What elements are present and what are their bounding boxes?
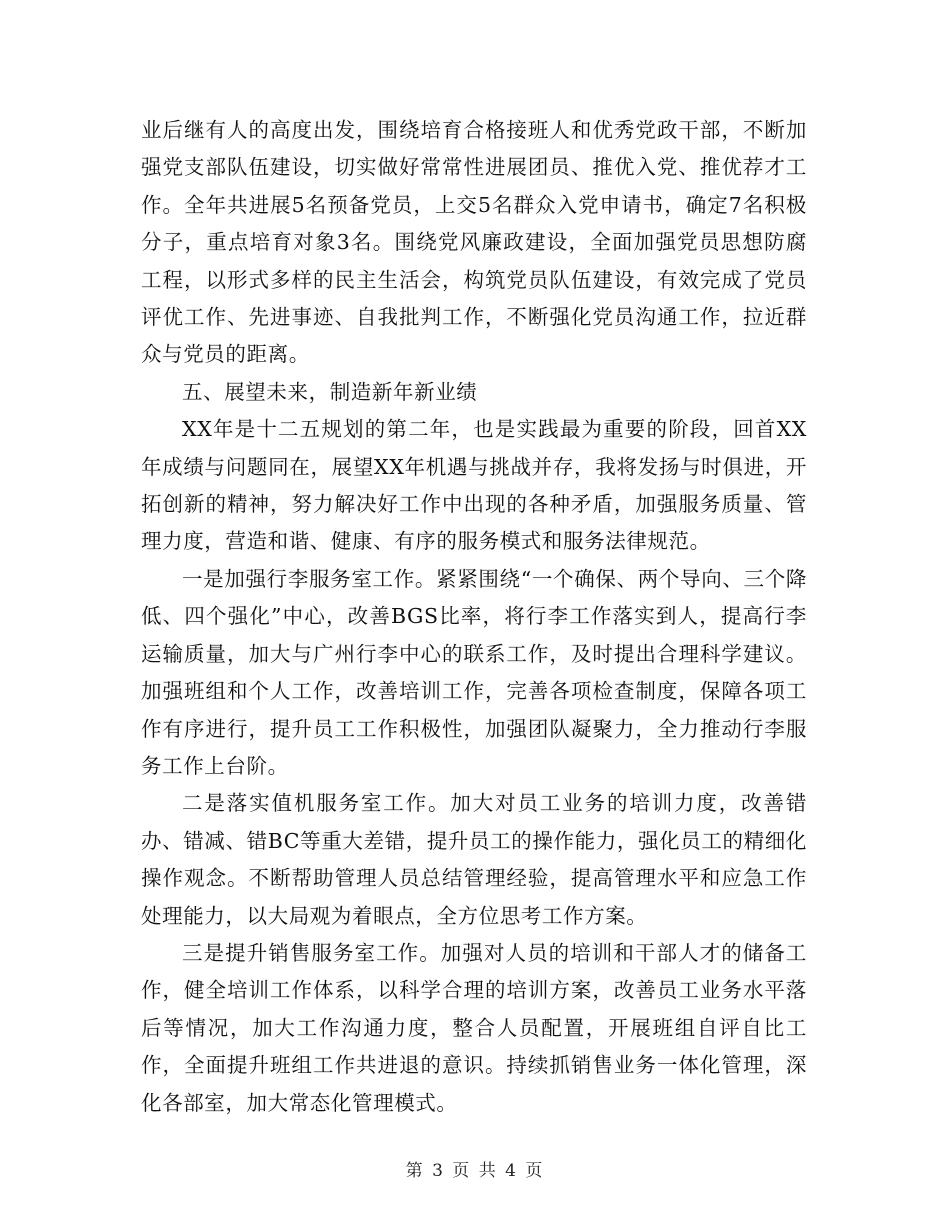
document-body [141, 112, 807, 1122]
page-number-footer: 第 3 页 共 4 页 [405, 1161, 545, 1181]
paragraph-outlook: XX年是十二五规划的第二年，也是实践最为重要的阶段，回首XX年成绩与问题同在，展望XX年机遇与挑战并存，我将发扬与时俱进，开拓创新的精神，努力解决好工作中出现的各种矛盾，加强服务质量、管理力度，营造和谐、健康、有序的服务模式和服务法律规范。 [141, 417, 807, 554]
paragraph-continuation: 业后继有人的高度出发，围绕培育合格接班人和优秀党政干部，不断加强党支部队伍建设，切实做好常常性进展团员、推优入党、推优荐才工作。全年共进展5名预备党员，上交5名群众入党申请书，确定7名积极分子，重点培育对象3名。围绕党风廉政建设，全面加强党员思想防腐工程，以形式多样的民主生活会，构筑党员队伍建设，有效完成了党员评优工作、先进事迹、自我批判工作，不断强化党员沟通工作，拉近群众与党员的距离。 [141, 118, 807, 367]
paragraph-baggage-service: 一是加强行李服务室工作。紧紧围绕“一个确保、两个导向、三个降低、四个强化”中心，改善BGS比率，将行李工作落实到人，提高行李运输质量，加大与广州行李中心的联系工作，及时提出合理科学建议。加强班组和个人工作，改善培训工作，完善各项检查制度，保障各项工作有序进行，提升员工工作积极性，加强团队凝聚力，全力推动行李服务工作上台阶。 [141, 566, 807, 778]
section-heading: 五、展望未来，制造新年新业绩 [182, 379, 478, 404]
paragraph-sales-service: 三是提升销售服务室工作。加强对人员的培训和干部人才的储备工作，健全培训工作体系，以科学合理的培训方案，改善员工业务水平落后等情况，加大工作沟通力度，整合人员配置，开展班组自评自比工作，全面提升班组工作共进退的意识。持续抓销售业务一体化管理，深化各部室，加大常态化管理模式。 [141, 940, 807, 1115]
paragraph-checkin-service: 二是落实值机服务室工作。加大对员工业务的培训力度，改善错办、错减、错BC等重大差错，提升员工的操作能力，强化员工的精细化操作观念。不断帮助管理人员总结管理经验，提高管理水平和应急工作处理能力，以大局观为着眼点，全方位思考工作方案。 [141, 791, 807, 928]
